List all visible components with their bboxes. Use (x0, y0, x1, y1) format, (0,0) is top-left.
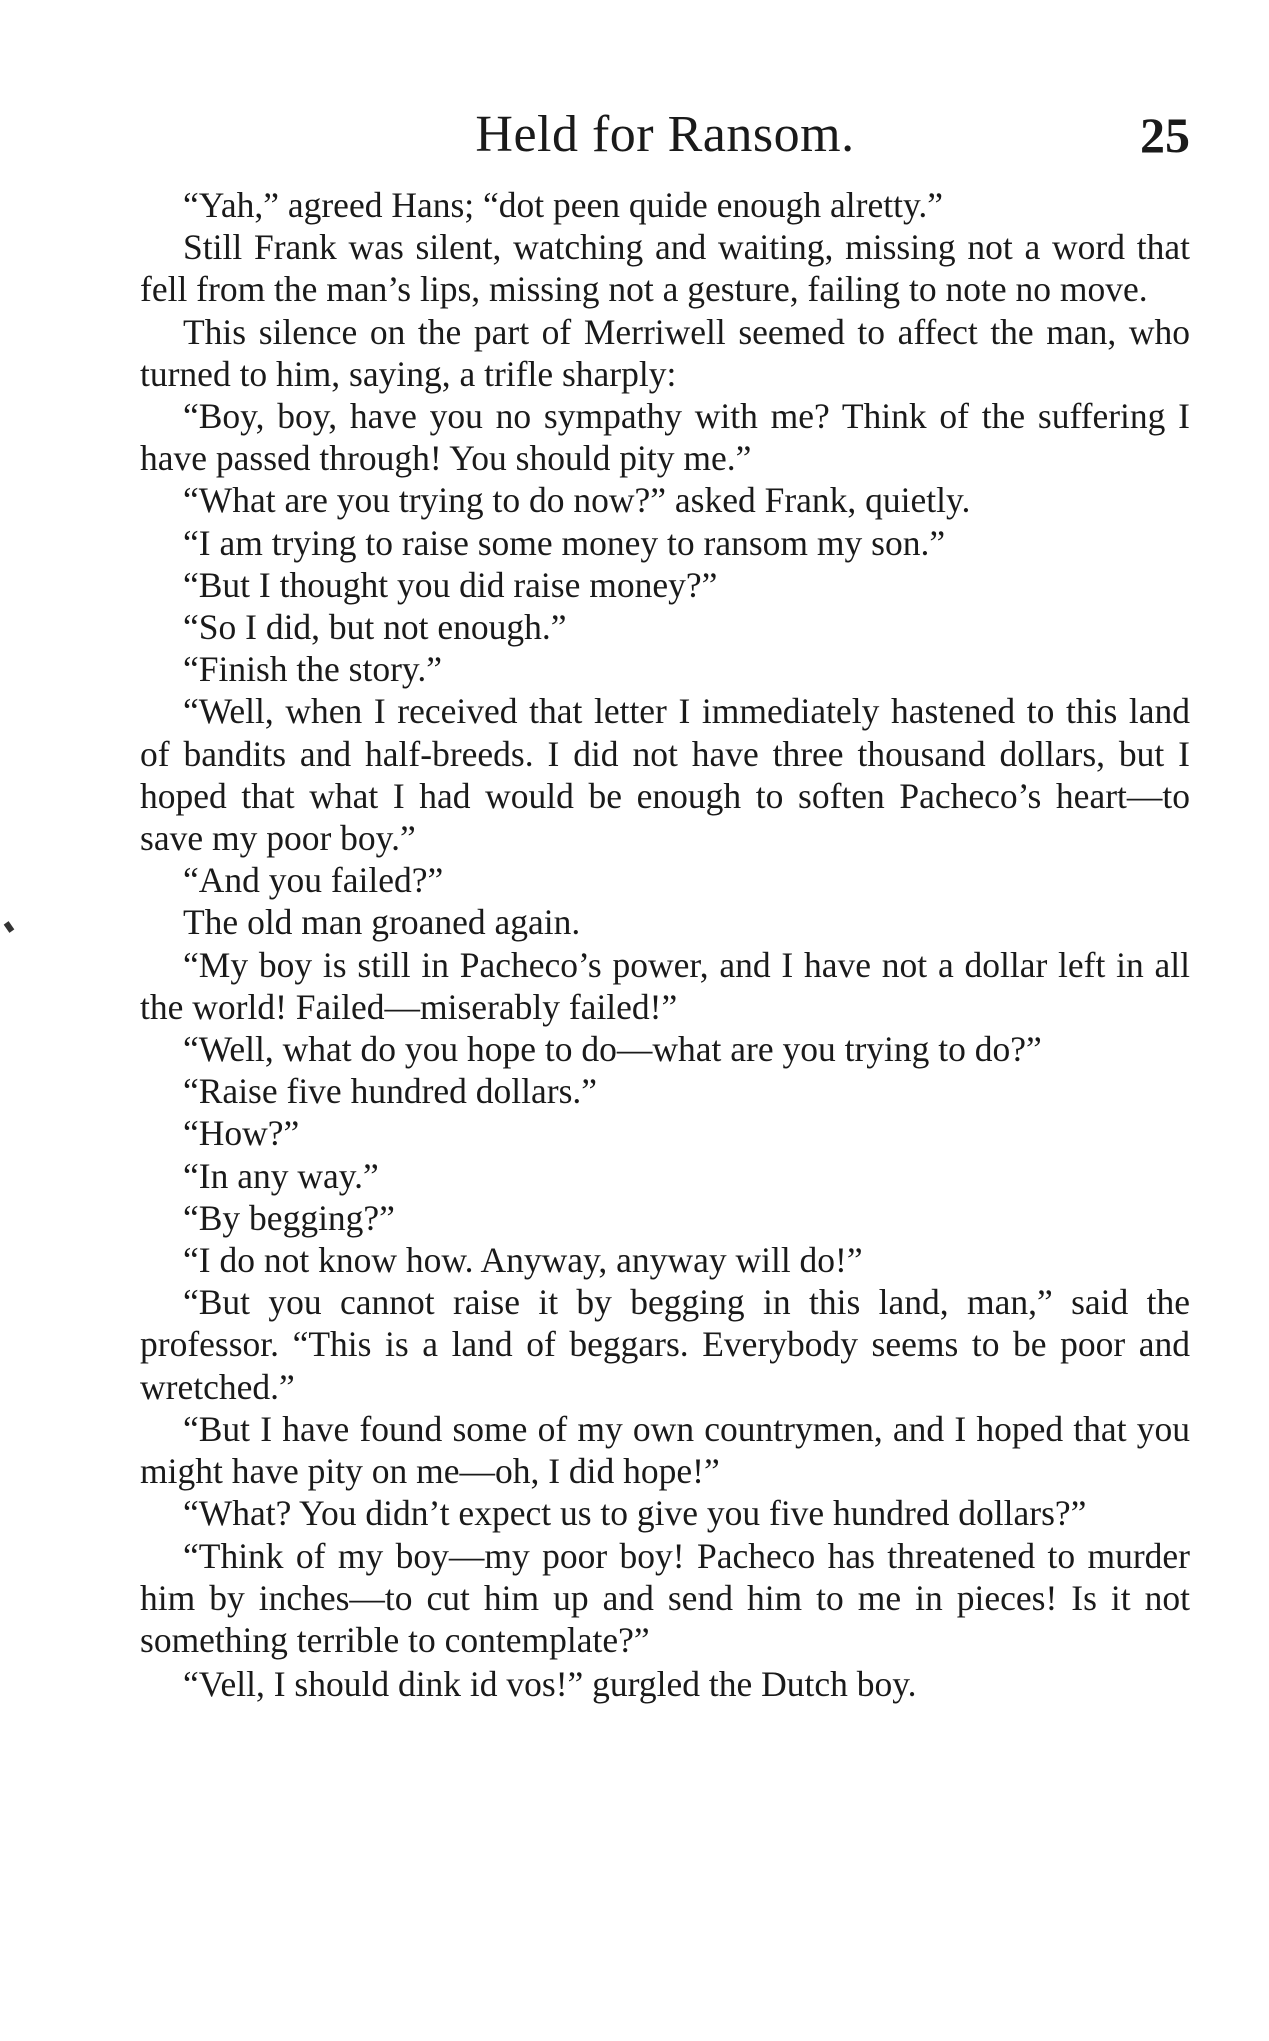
paragraph: “I do not know how. Anyway, anyway will do!” (183, 1240, 863, 1281)
paragraph: Still Frank was silent, watching and waiting, missing not a word that fell from the man’s lips, missing not a gesture, failing to note no move. (140, 227, 1190, 310)
running-title: Held for Ransom. (475, 106, 855, 163)
paragraph: “Finish the story.” (183, 649, 442, 690)
paragraph: “But I have found some of my own countrymen, and I hoped that you might have pity on me—oh, I did hope!” (140, 1408, 1190, 1492)
paragraph: “So I did, but not enough.” (183, 607, 567, 648)
paragraph: “Well, when I received that letter I immediately hastened to this land of bandits and half-breeds. I did not have three thousand dollars, but I hoped that what I had would be enough to soften Pacheco’s heart—to save my poor boy.” (140, 691, 1190, 859)
paragraph: “In any way.” (183, 1155, 379, 1196)
paragraph: “What? You didn’t expect us to give you five hundred dollars?” (183, 1493, 1087, 1534)
paragraph: “Vell, I should dink id vos!” gurgled the Dutch boy. (183, 1664, 917, 1705)
paragraph: “Yah,” agreed Hans; “dot peen quide enough alretty.” (183, 185, 944, 225)
paragraph: This silence on the part of Merriwell seemed to affect the man, who turned to him, saying, a trifle sharply: (140, 311, 1190, 394)
paragraph: “But you cannot raise it by begging in this land, man,” said the professor. “This is a land of beggars. Everybody seems to be poor and wretched.” (140, 1282, 1190, 1407)
paragraph: “But I thought you did raise money?” (183, 564, 718, 605)
scan-speck (4, 921, 15, 933)
body-text (140, 184, 1190, 1705)
paragraph: “By begging?” (183, 1197, 395, 1238)
paragraph: “Raise five hundred dollars.” (183, 1071, 598, 1112)
paragraph: “And you failed?” (183, 860, 444, 901)
paragraph: The old man groaned again. (183, 902, 581, 943)
page-number: 25 (1140, 107, 1190, 163)
paragraph: “Well, what do you hope to do—what are you trying to do?” (183, 1029, 1042, 1070)
paragraph: “I am trying to raise some money to ransom my son.” (183, 522, 946, 563)
paragraph: “Boy, boy, have you no sympathy with me? Think of the suffering I have passed through! You should pity me.” (140, 396, 1190, 479)
page-header (140, 100, 1190, 170)
paragraph: “How?” (183, 1113, 300, 1154)
paragraph: “My boy is still in Pacheco’s power, and I have not a dollar left in all the world! Failed—miserably failed!” (140, 944, 1190, 1027)
paragraph: “What are you trying to do now?” asked Frank, quietly. (183, 480, 971, 521)
paragraph: “Think of my boy—my poor boy! Pacheco has threatened to murder him by inches—to cut him up and send him to me in pieces! Is it not something terrible to contemplate?” (140, 1535, 1190, 1660)
